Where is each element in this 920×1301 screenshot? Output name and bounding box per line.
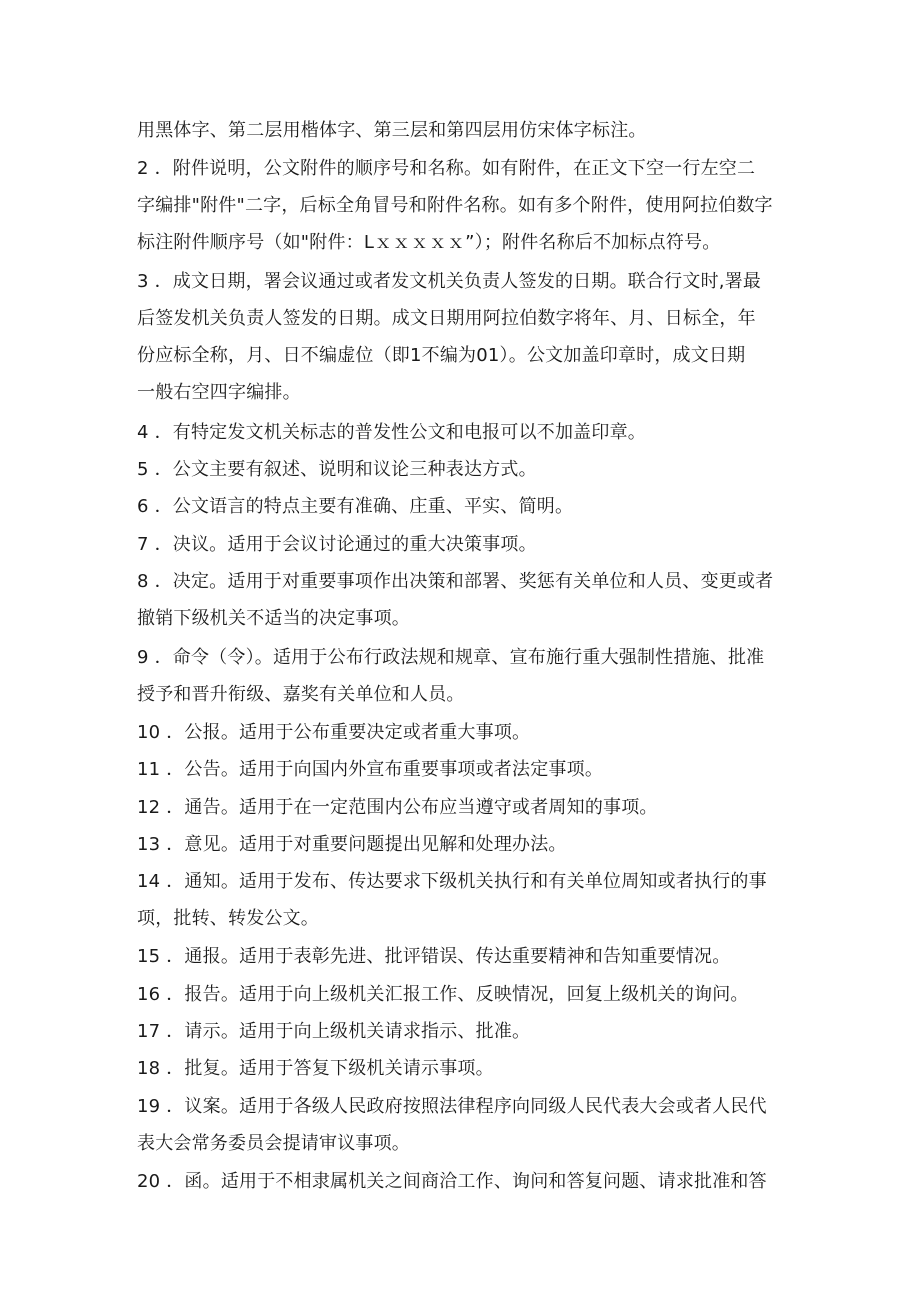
paragraph (137, 863, 797, 937)
text-line: 2 ．附件说明，公文附件的顺序号和名称。如有附件，在正文下空一行左空二 (137, 158, 756, 179)
paragraph (137, 1050, 797, 1087)
paragraph (137, 451, 797, 488)
paragraph (137, 789, 797, 826)
text-line: 份应标全称，月、日不编虚位（即1不编为01）。公文加盖印章时，成文日期 (137, 345, 746, 366)
paragraph (137, 488, 797, 525)
text-line: 6 ．公文语言的特点主要有准确、庄重、平实、简明。 (137, 496, 574, 517)
paragraph (137, 112, 797, 149)
text-line: 15 ．通报。适用于表彰先进、批评错误、传达重要精神和告知重要情况。 (137, 946, 731, 967)
paragraph (137, 976, 797, 1013)
paragraph (137, 526, 797, 563)
text-line: 用黑体字、第二层用楷体字、第三层和第四层用仿宋体字标注。 (137, 120, 647, 141)
text-line: 16 ．报告。适用于向上级机关汇报工作、反映情况，回复上级机关的询问。 (137, 984, 749, 1005)
paragraph (137, 751, 797, 788)
text-line: 字编排"附件"二字，后标全角冒号和附件名称。如有多个附件，使用阿拉伯数字 (137, 195, 773, 216)
paragraph (137, 826, 797, 863)
text-line: 4 ．有特定发文机关标志的普发性公文和电报可以不加盖印章。 (137, 422, 646, 443)
text-line: 授予和晋升衔级、嘉奖有关单位和人员。 (137, 684, 465, 705)
text-line: 11 ．公告。适用于向国内外宣布重要事项或者法定事项。 (137, 759, 604, 780)
text-line: 19 ．议案。适用于各级人民政府按照法律程序向同级人民代表大会或者人民代 (137, 1096, 767, 1117)
text-line: 3 ．成文日期，署会议通过或者发文机关负责人签发的日期。联合行文时,署最 (137, 271, 762, 292)
paragraph (137, 639, 797, 713)
text-line: 表大会常务委员会提请审议事项。 (137, 1133, 410, 1154)
text-line: 20 ．函。适用于不相隶属机关之间商洽工作、询问和答复问题、请求批准和答 (137, 1171, 767, 1192)
paragraph (137, 563, 797, 637)
text-line: 一般右空四字编排。 (137, 382, 301, 403)
text-line: 8 ．决定。适用于对重要事项作出决策和部署、奖惩有关单位和人员、变更或者 (137, 571, 774, 592)
text-line: 17 ．请示。适用于向上级机关请求指示、批准。 (137, 1021, 531, 1042)
text-line: 7 ．决议。适用于会议讨论通过的重大决策事项。 (137, 534, 537, 555)
text-line: 13 ．意见。适用于对重要问题提出见解和处理办法。 (137, 834, 567, 855)
paragraph (137, 938, 797, 975)
text-line: 12 ．通告。适用于在一定范围内公布应当遵守或者周知的事项。 (137, 797, 658, 818)
text-line: 撤销下级机关不适当的决定事项。 (137, 608, 410, 629)
text-line: 标注附件顺序号（如"附件：Lｘｘｘｘｘ”）；附件名称后不加标点符号。 (137, 232, 721, 253)
text-line: 后签发机关负责人签发的日期。成文日期用阿拉伯数字将年、月、日标全，年 (137, 308, 756, 329)
paragraph (137, 1163, 797, 1200)
paragraph (137, 414, 797, 451)
paragraph (137, 714, 797, 751)
text-line: 5 ．公文主要有叙述、说明和议论三种表达方式。 (137, 459, 537, 480)
text-line: 18 ．批复。适用于答复下级机关请示事项。 (137, 1058, 494, 1079)
text-line: 9 ．命令（令）。适用于公布行政法规和规章、宣布施行重大强制性措施、批准 (137, 647, 765, 668)
text-line: 10 ．公报。适用于公布重要决定或者重大事项。 (137, 722, 531, 743)
text-line: 项，批转、转发公文。 (137, 908, 319, 929)
paragraph (137, 1088, 797, 1162)
paragraph (137, 150, 797, 261)
paragraph (137, 1013, 797, 1050)
text-line: 14 ．通知。适用于发布、传达要求下级机关执行和有关单位周知或者执行的事 (137, 871, 767, 892)
paragraph (137, 263, 797, 411)
